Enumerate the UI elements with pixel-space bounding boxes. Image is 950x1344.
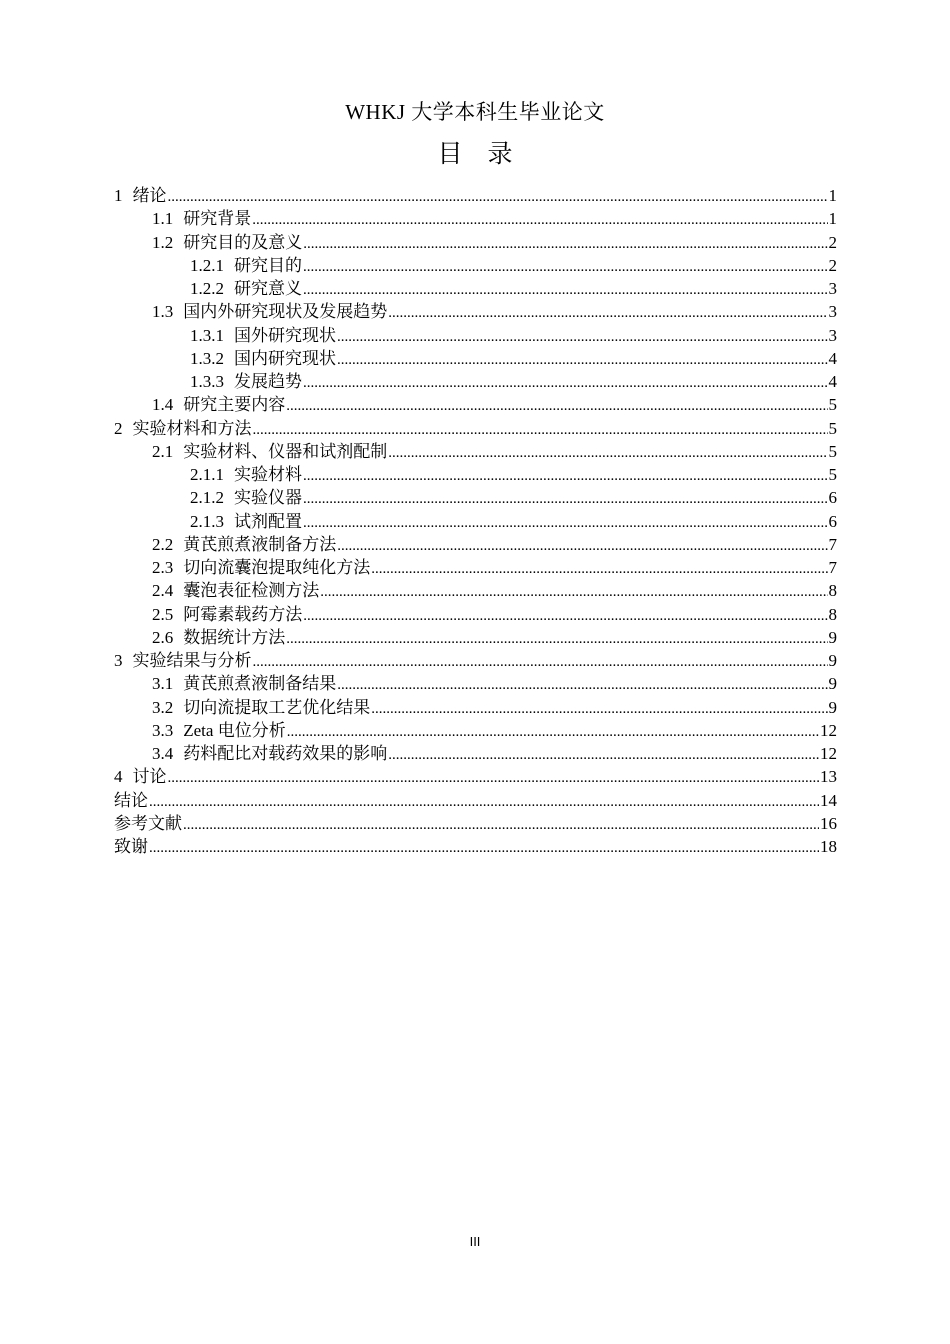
toc-entry-page: 2 [828, 255, 837, 275]
table-of-contents [114, 184, 837, 858]
toc-entry[interactable] [114, 207, 837, 230]
toc-dot-leader [253, 651, 828, 672]
toc-dot-leader [303, 512, 828, 533]
toc-entry[interactable] [114, 812, 837, 835]
toc-entry-title: 研究意义 [234, 279, 302, 298]
toc-entry-number: 1.1 [152, 209, 174, 229]
toc-entry-number: 1.3 [152, 302, 174, 322]
toc-entry[interactable] [114, 672, 837, 695]
toc-dot-leader [320, 581, 827, 602]
toc-entry[interactable] [114, 533, 837, 556]
toc-entry-page: 7 [828, 558, 837, 577]
toc-dot-leader [303, 279, 828, 300]
toc-dot-leader [337, 349, 828, 370]
toc-dot-leader [168, 186, 828, 207]
toc-dot-leader [388, 744, 819, 765]
toc-entry-title: 国内外研究现状及发展趋势 [183, 302, 388, 322]
toc-entry[interactable] [114, 603, 837, 626]
toc-entry-page: 6 [828, 511, 837, 531]
toc-dot-leader [371, 698, 827, 719]
toc-dot-leader [371, 558, 827, 579]
toc-entry[interactable] [114, 626, 837, 649]
toc-entry-title: 试剂配置 [234, 511, 302, 531]
toc-entry[interactable] [114, 277, 837, 300]
toc-entry-title: 国外研究现状 [234, 325, 336, 345]
toc-entry-page: 2 [828, 232, 837, 252]
toc-entry-title: 研究背景 [183, 209, 252, 229]
toc-entry-page: 8 [828, 604, 837, 624]
toc-entry-title: 实验结果与分析 [132, 651, 252, 670]
toc-entry-title: 讨论 [132, 767, 167, 787]
toc-entry[interactable] [114, 579, 837, 602]
toc-dot-leader [183, 814, 819, 835]
toc-entry-number: 1 [114, 186, 123, 205]
toc-entry-page: 5 [828, 395, 837, 415]
toc-entry-page: 1 [828, 209, 837, 229]
toc-entry-page: 12 [820, 720, 837, 740]
toc-entry[interactable] [114, 649, 837, 672]
toc-entry[interactable] [114, 440, 837, 463]
toc-entry-page: 3 [828, 279, 837, 298]
toc-entry-title: 实验材料 [234, 465, 302, 484]
toc-entry[interactable] [114, 370, 837, 393]
toc-entry-page: 5 [828, 418, 837, 438]
toc-entry[interactable] [114, 184, 837, 207]
toc-entry-page: 18 [820, 837, 837, 856]
toc-entry-title: 研究目的及意义 [183, 232, 303, 252]
toc-dot-leader [388, 302, 827, 323]
toc-entry-number: 2.1.1 [190, 465, 224, 484]
toc-entry-title: 阿霉素载药方法 [183, 604, 303, 624]
toc-entry-number: 2.2 [152, 534, 174, 554]
toc-entry-number: 1.2.2 [190, 279, 224, 298]
toc-entry-number: 3.2 [152, 697, 174, 717]
toc-entry[interactable] [114, 696, 837, 719]
toc-entry-title: 研究主要内容 [183, 395, 286, 415]
toc-entry[interactable] [114, 393, 837, 416]
toc-dot-leader [252, 209, 827, 230]
toc-entry[interactable] [114, 835, 837, 858]
toc-entry-title: 切向流囊泡提取纯化方法 [183, 558, 371, 577]
toc-entry-number: 1.2 [152, 232, 174, 252]
toc-entry-title: 参考文献 [114, 813, 182, 833]
toc-entry-page: 9 [828, 697, 837, 717]
toc-entry[interactable] [114, 231, 837, 254]
toc-entry-page: 4 [828, 348, 837, 368]
toc-dot-leader [286, 395, 827, 416]
toc-entry-number: 3 [114, 651, 123, 670]
toc-entry[interactable] [114, 324, 837, 347]
toc-entry-page: 5 [828, 465, 837, 484]
toc-entry[interactable] [114, 742, 837, 765]
toc-entry-title: 绪论 [132, 186, 167, 205]
toc-entry-page: 3 [828, 302, 837, 322]
toc-entry-page: 16 [820, 813, 837, 833]
toc-entry-page: 7 [828, 534, 837, 554]
toc-entry[interactable] [114, 417, 837, 440]
toc-entry-number: 3.1 [152, 674, 174, 694]
toc-entry-page: 14 [820, 790, 837, 810]
toc-entry-title: 实验仪器 [234, 488, 302, 508]
toc-dot-leader [303, 605, 827, 626]
toc-entry-title: 发展趋势 [234, 372, 302, 391]
toc-dot-leader [303, 256, 828, 277]
toc-entry-page: 3 [828, 325, 837, 345]
toc-entry-page: 8 [828, 581, 837, 601]
toc-entry-page: 9 [828, 674, 837, 694]
toc-entry-number: 2.3 [152, 558, 174, 577]
page-number: III [469, 1234, 481, 1249]
toc-entry-title: 实验材料和方法 [132, 418, 252, 438]
toc-entry-number: 1.3.1 [190, 325, 224, 345]
toc-entry-title: 药料配比对载药效果的影响 [183, 744, 388, 763]
page-header-title: WHKJ 大学本科生毕业论文 [345, 100, 605, 124]
toc-entry[interactable] [114, 254, 837, 277]
toc-entry-number: 2.5 [152, 604, 174, 624]
toc-dot-leader [149, 791, 819, 812]
toc-entry-number: 1.2.1 [190, 255, 224, 275]
toc-entry-number: 2.6 [152, 627, 174, 647]
toc-entry-number: 2.1.3 [190, 511, 224, 531]
toc-entry-title: 黄芪煎煮液制备方法 [183, 534, 337, 554]
toc-dot-leader [303, 372, 828, 393]
toc-dot-leader [303, 233, 827, 254]
toc-entry-title: 实验材料、仪器和试剂配制 [183, 441, 388, 461]
toc-entry-number: 2.1 [152, 441, 174, 461]
toc-entry[interactable] [114, 789, 837, 812]
toc-heading: 目 录 [437, 141, 513, 168]
toc-entry-title: 国内研究现状 [234, 348, 336, 368]
toc-entry-title: 囊泡表征检测方法 [183, 581, 320, 601]
toc-entry-number: 2 [114, 418, 123, 438]
toc-dot-leader [337, 326, 828, 347]
toc-entry-number: 4 [114, 767, 123, 787]
toc-entry[interactable] [114, 347, 837, 370]
toc-entry-number: 1.4 [152, 395, 174, 415]
toc-entry[interactable] [114, 486, 837, 509]
toc-entry-title: 致谢 [114, 837, 148, 856]
toc-dot-leader [337, 535, 827, 556]
toc-dot-leader [253, 419, 828, 440]
toc-entry-title: 切向流提取工艺优化结果 [183, 697, 371, 717]
toc-entry-number: 3.3 [152, 720, 174, 740]
toc-dot-leader [168, 767, 820, 788]
toc-entry[interactable] [114, 510, 837, 533]
toc-entry-title: Zeta 电位分析 [183, 720, 286, 740]
toc-dot-leader [286, 628, 827, 649]
toc-entry-page: 12 [820, 744, 837, 763]
toc-dot-leader [337, 674, 827, 695]
toc-entry-number: 1.3.3 [190, 372, 224, 391]
toc-entry-page: 6 [828, 488, 837, 508]
toc-entry[interactable] [114, 463, 837, 486]
toc-entry-page: 5 [828, 441, 837, 461]
toc-entry-page: 13 [820, 767, 837, 787]
toc-entry-number: 2.4 [152, 581, 174, 601]
toc-entry-title: 研究目的 [234, 255, 302, 275]
toc-dot-leader [149, 837, 819, 858]
toc-entry-number: 3.4 [152, 744, 174, 763]
toc-entry[interactable] [114, 556, 837, 579]
toc-entry[interactable] [114, 300, 837, 323]
toc-entry-title: 结论 [114, 790, 148, 810]
toc-entry-page: 9 [828, 627, 837, 647]
toc-dot-leader [303, 488, 828, 509]
toc-entry-page: 1 [828, 186, 837, 205]
toc-entry[interactable] [114, 719, 837, 742]
toc-entry-number: 2.1.2 [190, 488, 224, 508]
toc-entry-title: 数据统计方法 [183, 627, 286, 647]
toc-dot-leader [303, 465, 828, 486]
toc-entry-page: 4 [828, 372, 837, 391]
toc-entry-page: 9 [828, 651, 837, 670]
toc-entry-title: 黄芪煎煮液制备结果 [183, 674, 337, 694]
toc-dot-leader [388, 442, 827, 463]
toc-entry-number: 1.3.2 [190, 348, 224, 368]
toc-entry[interactable] [114, 765, 837, 788]
toc-dot-leader [287, 721, 819, 742]
